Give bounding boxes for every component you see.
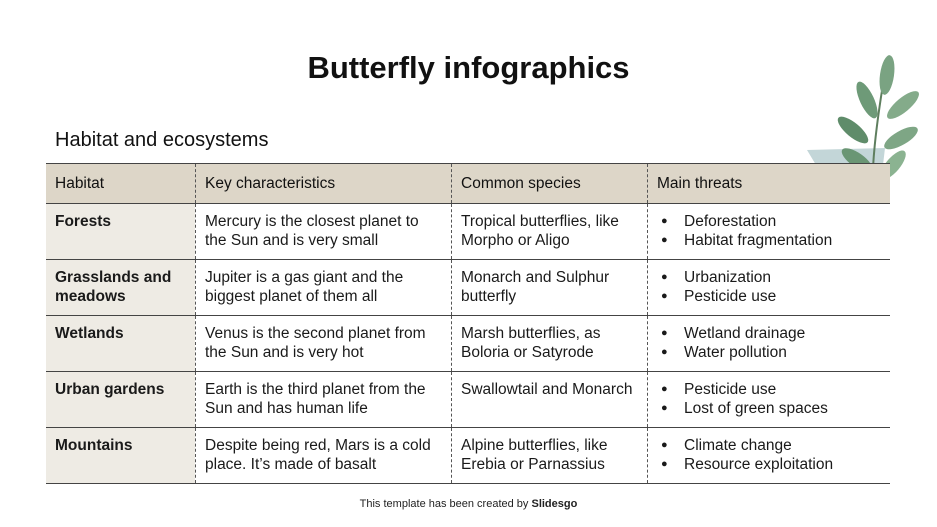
footer-brand: Slidesgo <box>531 498 578 510</box>
threats-list <box>657 324 881 362</box>
threats-cell <box>647 372 890 427</box>
threat-item: ● Water pollution <box>657 343 881 362</box>
header-threats: Main threats <box>647 164 890 203</box>
threats-cell <box>647 260 890 315</box>
threats-list <box>657 436 881 474</box>
page-title: Butterfly infographics <box>307 50 630 85</box>
threats-list <box>657 268 881 306</box>
habitat-cell: Mountains <box>46 428 195 483</box>
habitat-table <box>46 163 890 484</box>
characteristics-cell: Earth is the third planet from the Sun and has human life <box>195 372 451 427</box>
footer-text: This template has been created by <box>359 498 532 510</box>
threat-item: ● Deforestation <box>657 212 881 231</box>
table-row <box>46 428 890 484</box>
species-cell: Monarch and Sulphur butterfly <box>451 260 647 315</box>
species-cell: Alpine butterflies, like Erebia or Parnassius <box>451 428 647 483</box>
characteristics-cell: Mercury is the closest planet to the Sun and is very small <box>195 204 451 259</box>
header-characteristics: Key characteristics <box>195 164 451 203</box>
characteristics-cell: Despite being red, Mars is a cold place. It’s made of basalt <box>195 428 451 483</box>
threats-list <box>657 380 881 418</box>
footer-credit <box>0 498 937 510</box>
threat-item: ● Climate change <box>657 436 881 455</box>
threats-cell <box>647 428 890 483</box>
table-row <box>46 204 890 260</box>
habitat-cell: Grasslands and meadows <box>46 260 195 315</box>
table-header-row <box>46 164 890 204</box>
habitat-cell: Wetlands <box>46 316 195 371</box>
threat-item: ● Resource exploitation <box>657 455 881 474</box>
species-cell: Tropical butterflies, like Morpho or Aligo <box>451 204 647 259</box>
habitat-cell: Forests <box>46 204 195 259</box>
species-cell: Marsh butterflies, as Boloria or Satyrode <box>451 316 647 371</box>
threats-cell <box>647 204 890 259</box>
species-cell: Swallowtail and Monarch <box>451 372 647 427</box>
habitat-cell: Urban gardens <box>46 372 195 427</box>
header-habitat: Habitat <box>55 175 105 192</box>
threat-item: ● Pesticide use <box>657 287 881 306</box>
header-species: Common species <box>451 164 647 203</box>
characteristics-cell: Jupiter is a gas giant and the biggest planet of them all <box>195 260 451 315</box>
threats-list <box>657 212 881 250</box>
table-row <box>46 316 890 372</box>
table-row <box>46 260 890 316</box>
characteristics-cell: Venus is the second planet from the Sun and is very hot <box>195 316 451 371</box>
threat-item: ● Lost of green spaces <box>657 399 881 418</box>
threat-item: ● Habitat fragmentation <box>657 231 881 250</box>
threats-cell <box>647 316 890 371</box>
threat-item: ● Pesticide use <box>657 380 881 399</box>
section-subtitle: Habitat and ecosystems <box>55 129 269 151</box>
threat-item: ● Wetland drainage <box>657 324 881 343</box>
table-row <box>46 372 890 428</box>
threat-item: ● Urbanization <box>657 268 881 287</box>
